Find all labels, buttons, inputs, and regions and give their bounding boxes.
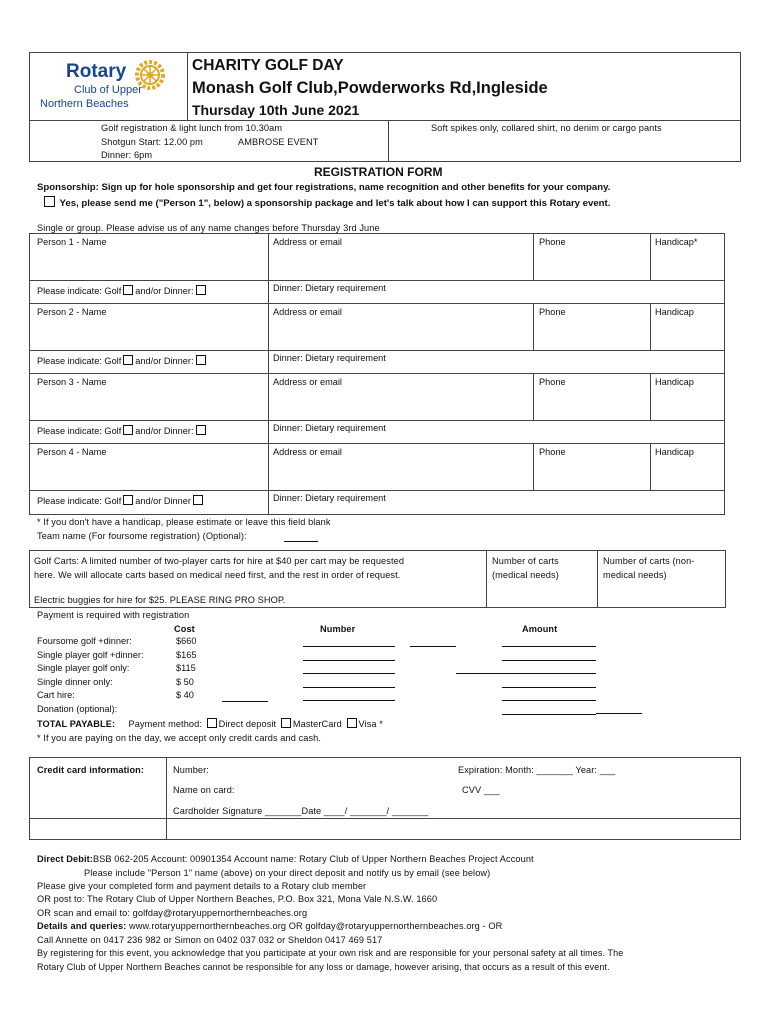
team-name-field[interactable] <box>284 541 318 542</box>
dietary-field[interactable]: Dinner: Dietary requirement <box>273 423 386 433</box>
person-address-field[interactable]: Address or email <box>273 377 342 387</box>
dinner-checkbox[interactable] <box>196 355 206 365</box>
payment-number-field[interactable] <box>303 673 395 674</box>
indicate-golf-label: Please indicate: Golf <box>37 286 122 296</box>
payment-method-label: Payment method: <box>128 719 202 729</box>
indicate-golf-label: Please indicate: Golf <box>37 496 122 506</box>
schedule-line-1: Golf registration & light lunch from 10.30am <box>101 123 283 133</box>
event-format: AMBROSE EVENT <box>238 137 319 147</box>
person-address-field[interactable]: Address or email <box>273 447 342 457</box>
schedule-line-2: Shotgun Start: 12.00 pm <box>101 137 203 147</box>
footer-line-2: Please include "Person 1" name (above) on your direct deposit and notify us by email (see below) <box>84 868 491 878</box>
payment-number-field[interactable] <box>303 687 395 688</box>
col-cost: Cost <box>174 624 195 634</box>
person-name-field[interactable]: Person 2 - Name <box>37 307 107 317</box>
payment-number-field[interactable] <box>303 700 395 701</box>
payment-item-label: Donation (optional): <box>37 703 118 714</box>
visa-checkbox[interactable] <box>347 718 357 728</box>
logo-word: Rotary <box>66 61 127 82</box>
person-handicap-field[interactable]: Handicap* <box>655 237 698 247</box>
carts-medical-label-1: Number of carts <box>492 556 559 566</box>
footer-line-4: OR post to: The Rotary Club of Upper Northern Beaches, P.O. Box 321, Mona Vale N.S.W. 1660 <box>37 894 438 904</box>
dietary-field[interactable]: Dinner: Dietary requirement <box>273 283 386 293</box>
form-heading: REGISTRATION FORM <box>314 165 443 179</box>
golf-checkbox[interactable] <box>123 285 133 295</box>
person-indicate <box>37 495 205 506</box>
payment-item-label: Single dinner only: <box>37 676 113 687</box>
indicate-golf-label: Please indicate: Golf <box>37 426 122 436</box>
dinner-checkbox[interactable] <box>193 495 203 505</box>
single-group-note: Single or group. Please advise us of any name changes before Thursday 3rd June <box>37 223 380 233</box>
payment-item-cost: $660 <box>176 636 197 646</box>
person-name-field[interactable]: Person 3 - Name <box>37 377 107 387</box>
payment-item-cost: $165 <box>176 649 197 660</box>
person-name-field[interactable]: Person 4 - Name <box>37 447 107 457</box>
footer-direct-debit <box>37 854 534 864</box>
page-title: CHARITY GOLF DAY <box>192 57 344 74</box>
indicate-dinner-label: and/or Dinner <box>135 496 191 506</box>
credit-card-label: Credit card information: <box>37 765 145 775</box>
person-phone-field[interactable]: Phone <box>539 377 566 387</box>
details-text: www.rotaryuppernorthernbeaches.org OR golfday@rotaryuppernorthernbeaches.org - OR <box>128 921 503 931</box>
person-handicap-field[interactable]: Handicap <box>655 447 694 457</box>
person-address-field[interactable]: Address or email <box>273 307 342 317</box>
golf-checkbox[interactable] <box>123 355 133 365</box>
direct-deposit-label: Direct deposit <box>218 719 277 729</box>
footer-line-7: Call Annette on 0417 236 982 or Simon on 0402 037 032 or Sheldon 0417 469 517 <box>37 935 383 945</box>
schedule-line-3: Dinner: 6pm <box>101 150 153 160</box>
event-date: Thursday 10th June 2021 <box>192 102 360 118</box>
golf-checkbox[interactable] <box>123 425 133 435</box>
person-phone-field[interactable]: Phone <box>539 307 566 317</box>
footer-line-3: Please give your completed form and payment details to a Rotary club member <box>37 881 367 891</box>
mastercard-label: MasterCard <box>292 719 342 729</box>
payment-amount-field[interactable] <box>502 673 596 674</box>
indicate-dinner-label: and/or Dinner: <box>135 356 194 366</box>
carts-medical-label-2: (medical needs) <box>492 570 559 580</box>
logo-sub1: Club of Upper <box>74 84 142 96</box>
dietary-field[interactable]: Dinner: Dietary requirement <box>273 493 386 503</box>
indicate-dinner-label: and/or Dinner: <box>135 426 194 436</box>
person-phone-field[interactable]: Phone <box>539 447 566 457</box>
dinner-checkbox[interactable] <box>196 425 206 435</box>
carts-nonmedical-label-2: medical needs) <box>603 570 667 580</box>
payment-number-field[interactable] <box>303 660 395 661</box>
payment-intro: Payment is required with registration <box>37 610 190 620</box>
sponsorship-text: Sponsorship: Sign up for hole sponsorship and get four registrations, name recognition and other benefits for your company. <box>37 182 611 193</box>
person-indicate <box>37 285 208 296</box>
carts-text-2: here. We will allocate carts based on medical need first, and the rest in order of request. <box>34 570 401 580</box>
payment-item-cost: $ 50 <box>176 676 194 687</box>
dinner-checkbox[interactable] <box>196 285 206 295</box>
footer-line-9: Rotary Club of Upper Northern Beaches cannot be responsible for any loss or damage, however arising, that occurs as a result of this event. <box>37 962 610 972</box>
mastercard-checkbox[interactable] <box>281 718 291 728</box>
logo-sub2: Northern Beaches <box>40 98 129 110</box>
sponsorship-option <box>42 196 610 209</box>
person-address-field[interactable]: Address or email <box>273 237 342 247</box>
payment-item-label: Single player golf +dinner: <box>37 649 144 660</box>
pay-on-day-note: * If you are paying on the day, we accept only credit cards and cash. <box>37 733 322 743</box>
person-name-field[interactable]: Person 1 - Name <box>37 237 107 247</box>
payment-amount-field[interactable] <box>502 714 596 715</box>
rotary-logo <box>38 56 178 116</box>
footer-line-8: By registering for this event, you acknowledge that you participate at your own risk and are responsible for your personal safety at all times. The <box>37 948 624 958</box>
dietary-field[interactable]: Dinner: Dietary requirement <box>273 353 386 363</box>
carts-text-1: Golf Carts: A limited number of two-player carts for hire at $40 per cart may be requested <box>34 556 405 566</box>
person-phone-field[interactable]: Phone <box>539 237 566 247</box>
direct-deposit-checkbox[interactable] <box>207 718 217 728</box>
person-handicap-field[interactable]: Handicap <box>655 307 694 317</box>
direct-debit-label: Direct Debit: <box>37 854 93 864</box>
payment-item-label: Single player golf only: <box>37 663 130 673</box>
card-signature-label[interactable]: Cardholder Signature _______Date ____/ _______/ _______ <box>173 806 429 816</box>
payment-amount-field[interactable] <box>502 700 596 701</box>
footer-details <box>37 921 502 931</box>
col-amount: Amount <box>522 624 558 634</box>
indicate-dinner-label: and/or Dinner: <box>135 286 194 296</box>
details-label: Details and queries: <box>37 921 127 931</box>
payment-item-label: Foursome golf +dinner: <box>37 636 132 646</box>
payment-item-label: Cart hire: <box>37 690 75 700</box>
sponsorship-checkbox[interactable] <box>44 196 55 207</box>
golf-checkbox[interactable] <box>123 495 133 505</box>
payment-item-cost: $ 40 <box>176 690 194 700</box>
payment-amount-field[interactable] <box>502 687 596 688</box>
handicap-note: * If you don't have a handicap, please estimate or leave this field blank <box>37 517 331 527</box>
total-line <box>37 718 383 729</box>
card-number-label[interactable]: Number: <box>173 765 209 775</box>
card-name-label[interactable]: Name on card: <box>173 785 235 795</box>
sponsorship-option-label: Yes, please send me ("Person 1", below) a sponsorship package and let's talk about how I can support this Rotary event. <box>59 198 611 209</box>
carts-text-3: Electric buggies for hire for $25. PLEASE RING PRO SHOP. <box>34 595 286 605</box>
visa-label: Visa * <box>358 719 383 729</box>
total-payable-label: TOTAL PAYABLE: <box>37 719 116 729</box>
direct-debit-details: BSB 062-205 Account: 00901354 Account name: Rotary Club of Upper Northern Beaches Project Account <box>92 854 534 864</box>
payment-item-cost: $115 <box>176 663 196 673</box>
payment-number-field[interactable] <box>303 646 395 647</box>
payment-amount-field[interactable] <box>502 646 596 647</box>
card-cvv-label[interactable]: CVV ___ <box>462 785 500 795</box>
venue: Monash Golf Club,Powderworks Rd,Ingleside <box>192 79 548 97</box>
payment-amount-field[interactable] <box>502 660 596 661</box>
person-handicap-field[interactable]: Handicap <box>655 377 694 387</box>
indicate-golf-label: Please indicate: Golf <box>37 356 122 366</box>
team-name-label: Team name (For foursome registration) (Optional): <box>37 531 247 541</box>
dress-code: Soft spikes only, collared shirt, no denim or cargo pants <box>431 123 662 133</box>
person-indicate <box>37 355 208 366</box>
card-expiry-label[interactable]: Expiration: Month: _______ Year: ___ <box>458 765 616 775</box>
footer-line-5: OR scan and email to: golfday@rotaryuppernorthernbeaches.org <box>37 908 308 918</box>
carts-nonmedical-label-1: Number of carts (non- <box>603 556 695 566</box>
col-number: Number <box>320 624 356 634</box>
person-indicate <box>37 425 208 436</box>
